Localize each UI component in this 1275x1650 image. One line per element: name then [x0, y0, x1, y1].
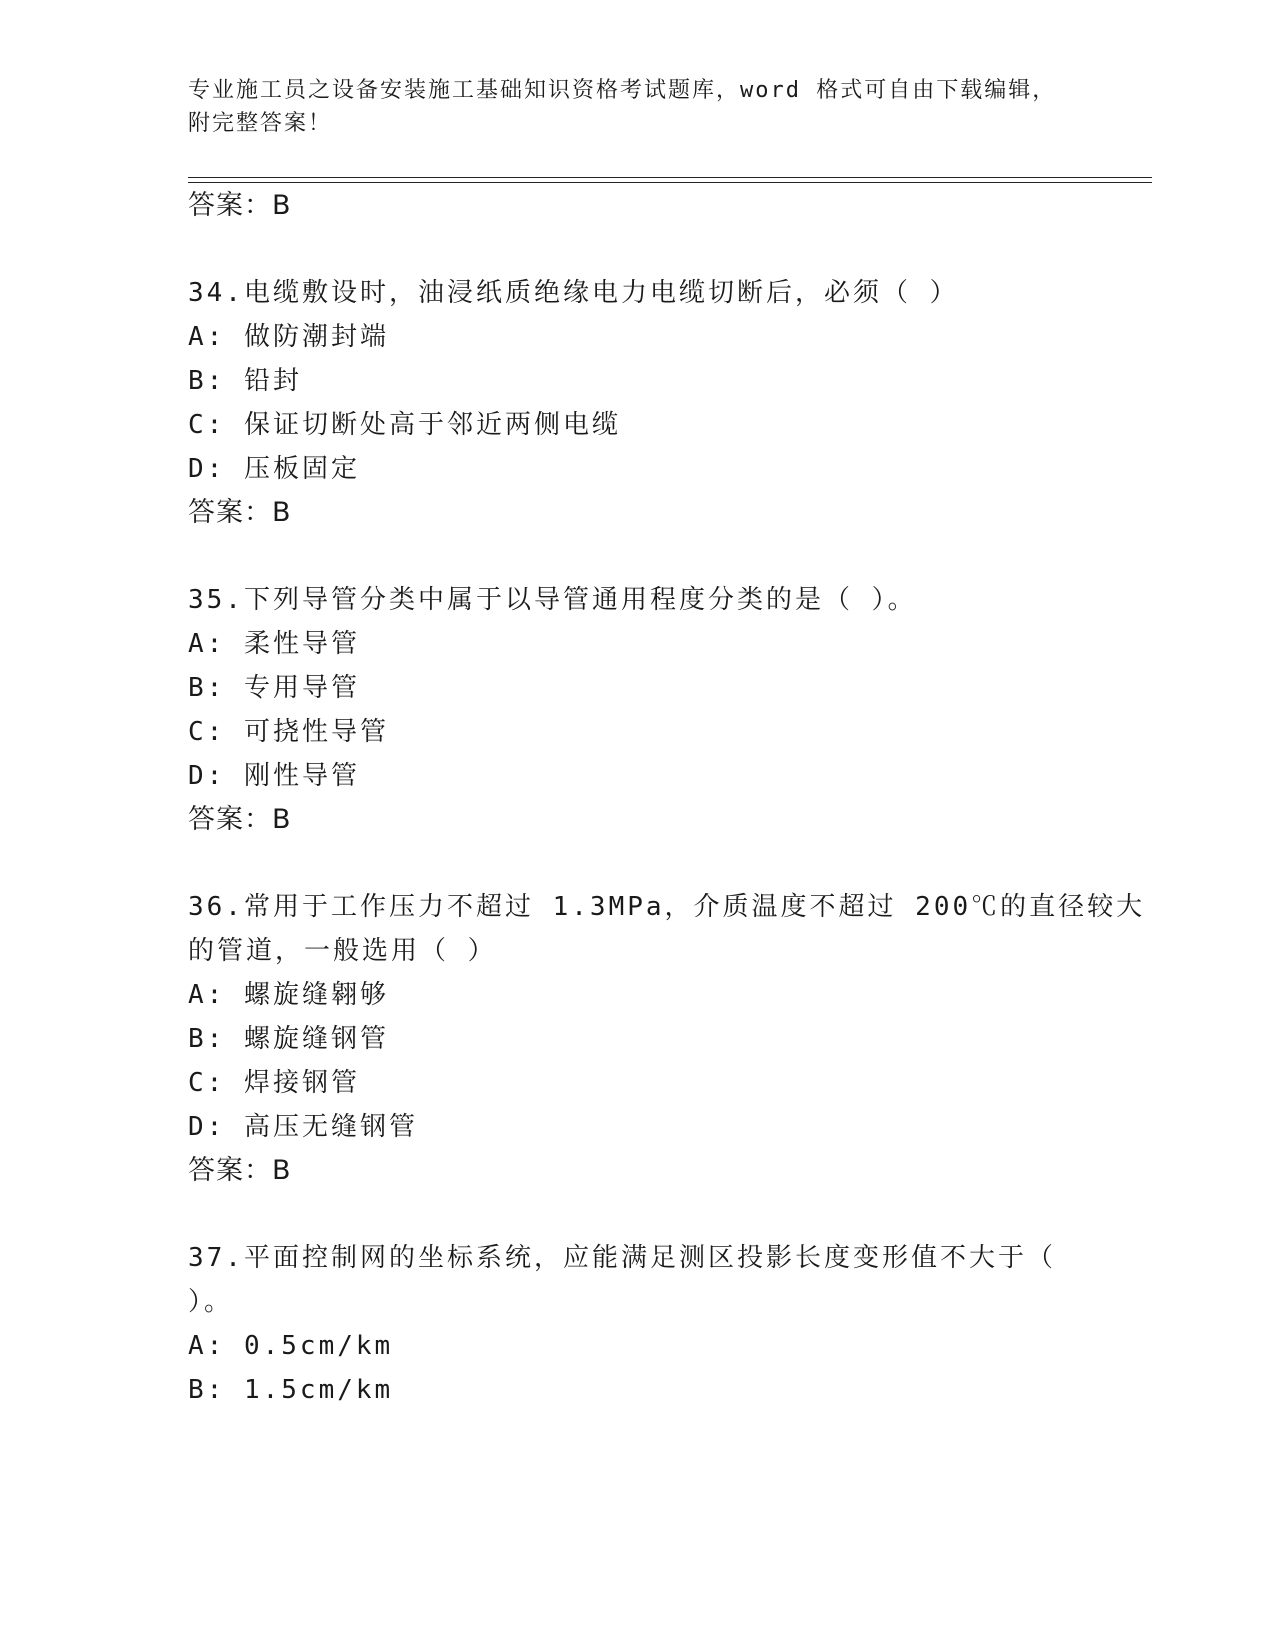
question-35-option-c: C: 可挠性导管: [188, 717, 389, 747]
question-37-title-line-1: 37.平面控制网的坐标系统，应能满足测区投影长度变形值不大于（: [188, 1243, 1056, 1273]
question-34-option-a: A: 做防潮封端: [188, 322, 389, 352]
header-rule-bottom: [188, 182, 1152, 183]
header-rule-top: [188, 177, 1152, 178]
question-36-answer: 答案：B: [188, 1155, 292, 1186]
question-36-title-line-2: 的管道，一般选用（ ）: [188, 936, 497, 966]
header-line-1: 专业施工员之设备安装施工基础知识资格考试题库，word 格式可自由下载编辑，: [188, 78, 1057, 103]
question-37-option-b: B: 1.5cm/km: [188, 1375, 394, 1405]
question-34-answer: 答案：B: [188, 497, 292, 528]
question-35-option-b: B: 专用导管: [188, 673, 360, 703]
question-35-answer: 答案：B: [188, 804, 292, 835]
question-37-title-line-2: ）。: [188, 1287, 234, 1317]
question-34-option-d: D: 压板固定: [188, 454, 360, 484]
question-35-title: 35.下列导管分类中属于以导管通用程度分类的是（ ）。: [188, 585, 917, 615]
answer-previous: 答案：B: [188, 190, 292, 221]
question-36-title-line-1: 36.常用于工作压力不超过 1.3MPa，介质温度不超过 200℃的直径较大: [188, 892, 1146, 922]
question-36-option-a: A: 螺旋缝翱够: [188, 980, 389, 1010]
document-header: [188, 74, 1088, 140]
question-34-option-b: B: 铅封: [188, 366, 302, 396]
question-34-title: 34.电缆敷设时，油浸纸质绝缘电力电缆切断后，必须（ ）: [188, 278, 959, 308]
question-37-option-a: A: 0.5cm/km: [188, 1331, 394, 1361]
question-36-option-d: D: 高压无缝钢管: [188, 1112, 418, 1142]
question-36-option-c: C: 焊接钢管: [188, 1068, 360, 1098]
question-35-option-d: D: 刚性导管: [188, 761, 360, 791]
header-line-2: 附完整答案！: [188, 111, 333, 136]
question-34-option-c: C: 保证切断处高于邻近两侧电缆: [188, 410, 621, 440]
question-36-option-b: B: 螺旋缝钢管: [188, 1024, 389, 1054]
question-35-option-a: A: 柔性导管: [188, 629, 360, 659]
